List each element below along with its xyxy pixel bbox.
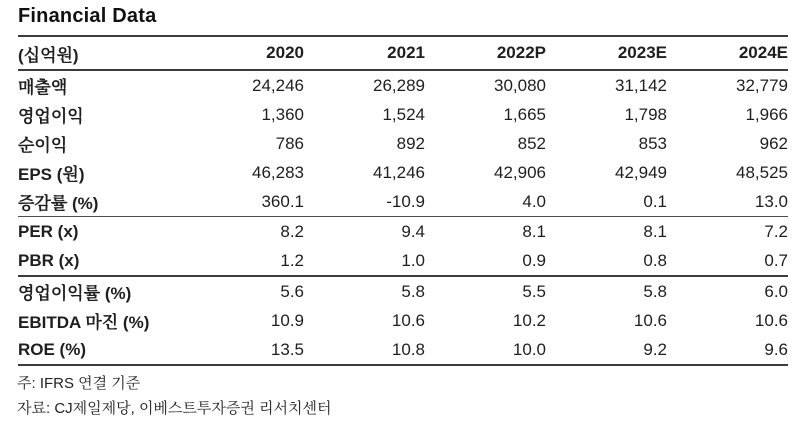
financial-table (18, 35, 788, 366)
table-row-per (18, 217, 788, 246)
cell-value: -10.9 (386, 191, 425, 211)
row-label: PBR (x) (18, 250, 80, 270)
cell-value: 5.6 (280, 281, 304, 301)
cell-value: 853 (638, 133, 667, 153)
table-row-net-profit (18, 129, 788, 158)
cell-value: 13.5 (270, 339, 304, 359)
cell-value: 10.9 (270, 310, 304, 330)
unit-label: (십억원) (18, 45, 79, 65)
cell-value: 892 (396, 133, 425, 153)
cell-value: 41,246 (373, 162, 425, 182)
table-row-pbr (18, 246, 788, 275)
table-group-valuation (18, 217, 788, 277)
table-row-growth-rate (18, 187, 788, 216)
column-header-2021: 2021 (387, 43, 425, 62)
cell-value: 9.6 (764, 339, 788, 359)
cell-value: 786 (275, 133, 304, 153)
cell-value: 1.2 (280, 250, 304, 270)
cell-value: 30,080 (494, 75, 546, 95)
cell-value: 0.1 (643, 191, 667, 211)
table-row-operating-margin (18, 277, 788, 306)
cell-value: 8.1 (643, 221, 667, 241)
cell-value: 7.2 (764, 221, 788, 241)
source-text: 자료: CJ제일제당, 이베스트투자증권 리서치센터 (17, 400, 332, 417)
cell-value: 42,949 (615, 162, 667, 182)
cell-value: 9.2 (643, 339, 667, 359)
cell-value: 1,665 (503, 104, 546, 124)
cell-value: 9.4 (401, 221, 425, 241)
cell-value: 42,906 (494, 162, 546, 182)
cell-value: 10.6 (391, 310, 425, 330)
table-group-margins (18, 277, 788, 366)
page-title: Financial Data (18, 5, 157, 27)
cell-value: 10.6 (633, 310, 667, 330)
cell-value: 10.6 (754, 310, 788, 330)
cell-value: 6.0 (764, 281, 788, 301)
row-label: ROE (%) (18, 339, 86, 359)
column-header-2023e: 2023E (617, 43, 667, 62)
cell-value: 13.0 (754, 191, 788, 211)
row-label: 영업이익 (18, 107, 84, 126)
cell-value: 46,283 (252, 162, 304, 182)
cell-value: 0.9 (522, 250, 546, 270)
cell-value: 26,289 (373, 75, 425, 95)
column-header-2020: 2020 (266, 43, 304, 62)
column-header-2024e: 2024E (738, 43, 788, 62)
cell-value: 852 (517, 133, 546, 153)
cell-value: 10.0 (512, 339, 546, 359)
cell-value: 1,524 (382, 104, 425, 124)
table-header-row (18, 37, 788, 71)
note-text: 주: IFRS 연결 기준 (17, 375, 141, 392)
column-header-2022p: 2022P (496, 43, 546, 62)
row-label: EBITDA 마진 (%) (18, 313, 150, 332)
cell-value: 1,966 (745, 104, 788, 124)
cell-value: 5.5 (522, 281, 546, 301)
cell-value: 0.8 (643, 250, 667, 270)
table-group-income (18, 71, 788, 217)
cell-value: 8.2 (280, 221, 304, 241)
row-label: 매출액 (18, 78, 68, 97)
row-label: PER (x) (18, 221, 79, 241)
table-row-roe (18, 335, 788, 364)
row-label: 증감률 (%) (18, 194, 99, 213)
cell-value: 8.1 (522, 221, 546, 241)
table-row-revenue (18, 71, 788, 100)
cell-value: 1,798 (624, 104, 667, 124)
cell-value: 10.2 (512, 310, 546, 330)
footnotes (17, 371, 331, 421)
row-label: EPS (원) (18, 165, 85, 184)
cell-value: 0.7 (764, 250, 788, 270)
cell-value: 360.1 (261, 191, 304, 211)
table-row-ebitda-margin (18, 306, 788, 335)
cell-value: 10.8 (391, 339, 425, 359)
cell-value: 5.8 (401, 281, 425, 301)
cell-value: 24,246 (252, 75, 304, 95)
row-label: 순이익 (18, 136, 68, 155)
cell-value: 31,142 (615, 75, 667, 95)
cell-value: 1,360 (261, 104, 304, 124)
table-row-eps (18, 158, 788, 187)
cell-value: 4.0 (522, 191, 546, 211)
row-label: 영업이익률 (%) (18, 284, 132, 303)
cell-value: 32,779 (736, 75, 788, 95)
cell-value: 48,525 (736, 162, 788, 182)
cell-value: 5.8 (643, 281, 667, 301)
cell-value: 962 (759, 133, 788, 153)
table-row-operating-profit (18, 100, 788, 129)
cell-value: 1.0 (401, 250, 425, 270)
